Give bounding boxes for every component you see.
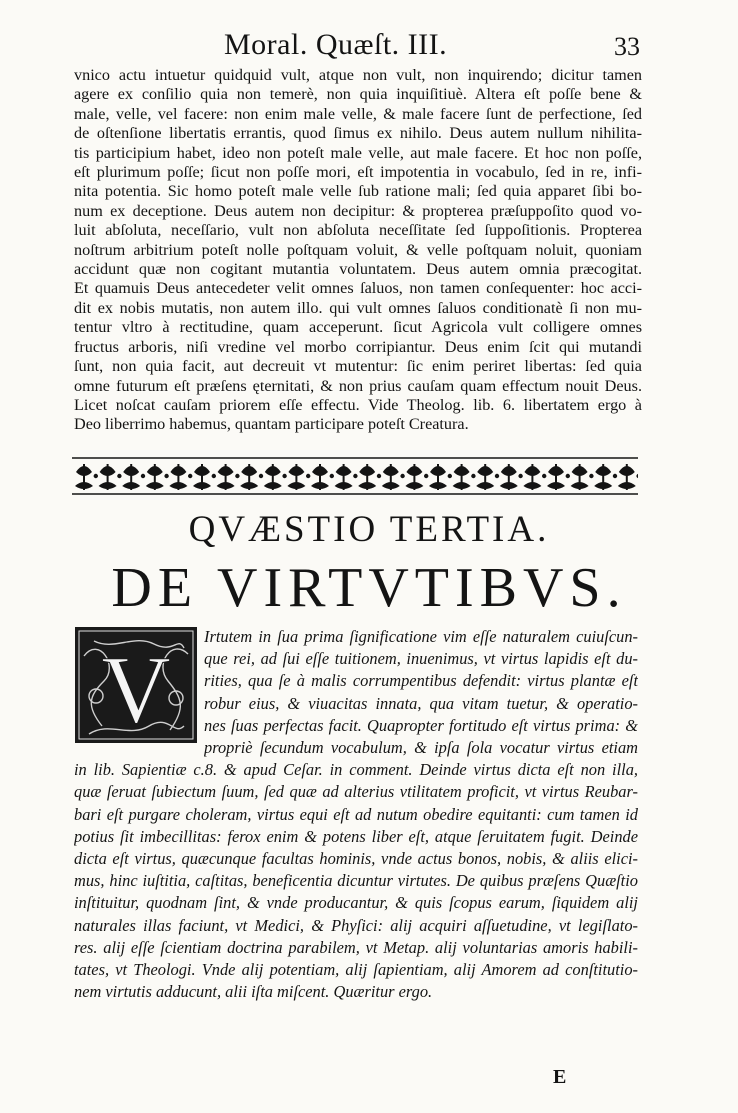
- text-line: quæ ſeruat ſubiectum ſuum, ſed quæ ad alterius vtilitatem proficit, vt virtus Reubar-: [74, 782, 638, 802]
- question-subtitle: DE VIRTVTIBVS.: [111, 557, 627, 619]
- ornament-motif: [571, 464, 594, 490]
- running-title: Moral. Quæſt. III.: [224, 28, 448, 61]
- text-line: nes ſuas perfectas facit. Quapropter fortitudo eſt virtus prima: &: [204, 715, 638, 735]
- text-line: bari eſt purgare choleram, virtus equi eſt ad nutum obedire equitanti: cum tamen id: [74, 804, 638, 824]
- page-number: 33: [614, 32, 640, 61]
- text-line: inſtituitur, quodnam ſint, & vnde producantur, & quis ſcopus earum, ſiquidem alij: [74, 893, 638, 913]
- top-paragraph: [74, 66, 642, 435]
- text-line: eſt plurimum poſſe; ſicut non poſſe mori, eſt impotentia in vocabulo, ſed in re, infi-: [74, 163, 642, 182]
- text-line: accidunt quæ non cogitant mutantia voluntatem. Deus autem omnia præcogitat.: [74, 260, 642, 279]
- ornament-motif: [405, 464, 428, 490]
- text-line: mus, hinc iuſtitia, caſtitas, beneficentia dicuntur virtutes. De quibus præſens Quæſtio: [74, 871, 638, 891]
- text-line: tates, vt Theologi. Vnde alij potentiam, alij ſapientiam, alij Amorem ad conſtitutio-: [74, 960, 638, 980]
- text-line: nita potentia. Sic homo poteſt male velle ſub ratione mali; ſed quia apparet ſibi bo-: [74, 182, 642, 201]
- text-line: naturales illas faciunt, vt Medici, & Phyſici: alij acquiri aſſuetudine, vt legiſlato-: [74, 915, 638, 935]
- text-line: tentur vltro à rectitudine, quam acceperunt. ſicut Agricola vult colligere omnes: [74, 318, 642, 337]
- text-line: Licet noſcat cauſam priorem eſſe effectu. Vide Theolog. lib. 6. libertatem ergo à: [74, 395, 642, 414]
- text-line: noſtrum arbitrium poteſt nolle poſtquam voluit, & velle poſtquam noluit, quoniam: [74, 240, 642, 259]
- text-line: dit ex nobis mutatis, non autem illo. qui vult omnes ſaluos conditionatè ſi non mu-: [74, 298, 642, 317]
- ornament-motif: [122, 464, 145, 490]
- ornament-motif: [382, 464, 405, 490]
- ornament-motif: [75, 464, 98, 490]
- running-head: [74, 28, 640, 68]
- signature-mark: E: [553, 1066, 567, 1088]
- ornament-motif: [240, 464, 263, 490]
- text-line: tis participium habet, ideo non poteſt male velle, aut male facere. Et hoc non poſſe,: [74, 143, 642, 162]
- ornament-motif: [311, 464, 334, 490]
- ornament-motif: [547, 464, 570, 490]
- text-line: vnico actu intuetur quidquid vult, atque non vult, non inquirendo; dicitur tamen: [74, 66, 642, 84]
- ornament-motif: [523, 464, 546, 490]
- text-line: Deo liberrimo habemus, quantam participare poteſt Creatura.: [74, 415, 469, 434]
- text-line: omne futurum eſt præſens ęternitati, & non prius cauſam quam effectum nouit Deus.: [74, 376, 642, 395]
- text-line: robur eius, & viuacitas innata, qua vitam tuetur, & operatio-: [204, 693, 638, 713]
- text-line: Et quamuis Deus antecedeter velit omnes ſaluos, non tamen conſequenter: hoc acci-: [74, 279, 642, 298]
- ornament-motif: [618, 464, 638, 490]
- text-line: que rei, ad ſui eſſe tuitionem, inuenimus, vt virtus lapidis eſt du-: [204, 649, 638, 669]
- ornament-motif: [429, 464, 452, 490]
- ornament-motif: [146, 464, 169, 490]
- text-line: nem virtutis adducunt, alii iſta miſcent. Quæritur ergo.: [74, 982, 433, 1002]
- ornament-motif: [500, 464, 523, 490]
- ornament-motif: [287, 464, 310, 490]
- text-line: in lib. Sapientiæ c.8. & apud Ceſar. in comment. Deinde virtus dicta eſt non illa,: [74, 760, 638, 780]
- ornament-motif: [453, 464, 476, 490]
- text-line: res. alij eſſe ſcientiam doctrina parabilem, vt Metap. alij voluntarias amoris habili-: [74, 937, 638, 957]
- ornament-motif: [335, 464, 358, 490]
- text-line: potius ſit imbecillitas: ferox enim & potens liber eſt, atque ſeruitatem fugit. Deinde: [74, 826, 638, 846]
- text-line: de oſtenſione libertatis errantis, quod ſimus ex nihilo. Deus autem nullum nihilita-: [74, 124, 642, 143]
- ornament-motif: [358, 464, 381, 490]
- ornament-motif: [193, 464, 216, 490]
- text-line: luit abſoluta, neceſſario, vult non abſoluta neceſſitate ſed ſuppoſitionis. Propterea: [74, 221, 642, 240]
- text-line: agere ex conſilio quia non temerè, non quia inquiſitiuè. Altera eſt poſſe bene &: [74, 85, 642, 104]
- text-line: num ex deceptione. Deus autem non decipitur: & propterea præſuppoſito quod vo-: [74, 201, 642, 220]
- decorated-initial-letter: V: [101, 636, 171, 743]
- text-line: fructus arboris, niſi vredine vel morbo corripiantur. Deus enim ſcit qui mutandi: [74, 337, 642, 356]
- text-line: rities, qua ſe à malis corrumpentibus defendit: virtus plantæ eſt: [204, 671, 638, 691]
- ornament-motif: [264, 464, 287, 490]
- ornament-motif: [476, 464, 499, 490]
- ornament-motif: [169, 464, 192, 490]
- floral-band-ornament-icon: [72, 450, 638, 502]
- text-line: Irtutem in ſua prima ſignificatione vim eſſe naturalem cuiuſcun-: [204, 627, 638, 646]
- text-line: dicta eſt virtus, quæcunque facultas hominis, vnde actus bonos, nobis, & aliis elici-: [74, 849, 638, 869]
- text-line: propriè ſecundum vocabulum, & ipſa ſola vocatur virtus etiam: [204, 738, 638, 758]
- ornament-motif: [594, 464, 617, 490]
- italic-paragraph: [74, 626, 638, 1003]
- ornament-motif: [217, 464, 240, 490]
- question-title: QVÆSTIO TERTIA.: [188, 509, 550, 550]
- ornament-motif: [99, 464, 122, 490]
- text-line: ſunt, non quia facit, aut decreuit vt mutentur: ſic enim periret libertas: ſed quia: [74, 357, 642, 376]
- text-line: male, velle, vel facere: non enim male velle, & male facere ſunt de perfectione, ſed: [74, 104, 642, 123]
